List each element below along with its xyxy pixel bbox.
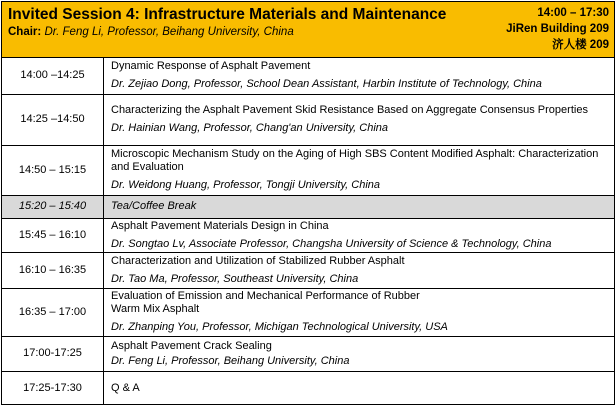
break-label: Tea/Coffee Break [104, 195, 615, 218]
talk-title: Asphalt Pavement Materials Design in China [111, 219, 329, 232]
row-content [104, 58, 615, 94]
row-content [104, 145, 615, 195]
row-content [104, 336, 615, 371]
table-row [2, 252, 614, 288]
talk-title: Characterization and Utilization of Stabilized Rubber Asphalt [111, 254, 405, 267]
row-time: 14:50 – 15:15 [2, 145, 104, 195]
talk-speaker: Dr. Songtao Lv, Associate Professor, Changsha University of Science & Technology, China [111, 237, 552, 250]
table-row [2, 371, 614, 405]
talk-speaker: Dr. Feng Li, Professor, Beihang University, China [111, 354, 350, 367]
session-time: 14:00 – 17:30 [537, 7, 609, 19]
row-content [104, 288, 615, 336]
talk-title: Dynamic Response of Asphalt Pavement [111, 60, 311, 73]
talk-title: Microscopic Mechanism Study on the Aging of High SBS Content Modified Asphalt: Characterization and Evaluation [111, 148, 599, 173]
row-content: Q & A [111, 381, 140, 394]
talk-speaker: Dr. Tao Ma, Professor, Southeast University, China [111, 272, 359, 285]
table-row [2, 58, 614, 94]
session-schedule [1, 1, 615, 405]
row-time: 15:20 – 15:40 [2, 195, 104, 218]
row-time: 14:25 –14:50 [2, 94, 104, 145]
row-time: 14:00 –14:25 [2, 58, 104, 94]
row-content [104, 252, 615, 288]
table-row [2, 336, 614, 371]
chair-label: Chair: [8, 26, 42, 38]
talk-title-line2: Warm Mix Asphalt [111, 303, 200, 315]
row-time: 16:35 – 17:00 [2, 288, 104, 336]
table-row-break [2, 195, 614, 218]
row-content [104, 94, 615, 145]
chair-name: Dr. Feng Li, Professor, Beihang University, China [44, 26, 294, 38]
session-title: Invited Session 4: Infrastructure Materials and Maintenance [8, 6, 447, 23]
session-header [2, 2, 614, 58]
row-time: 16:10 – 16:35 [2, 252, 104, 288]
session-chair [8, 26, 294, 38]
schedule-table [2, 58, 614, 405]
talk-speaker: Dr. Zhanping You, Professor, Michigan Technological University, USA [111, 321, 448, 333]
talk-speaker: Dr. Hainian Wang, Professor, Chang'an University, China [111, 122, 389, 134]
talk-speaker: Dr. Zejiao Dong, Professor, School Dean Assistant, Harbin Institute of Technology, China [111, 78, 542, 91]
talk-speaker: Dr. Weidong Huang, Professor, Tongji University, China [111, 179, 381, 191]
table-row [2, 218, 614, 252]
session-time-location [506, 5, 609, 53]
talk-title-line1: Evaluation of Emission and Mechanical Performance of Rubber [111, 290, 420, 302]
table-row [2, 288, 614, 336]
session-location-en: JiRen Building 209 [506, 23, 609, 35]
row-content [104, 218, 615, 252]
talk-title: Asphalt Pavement Crack Sealing [111, 339, 272, 352]
table-row [2, 94, 614, 145]
session-location-cn: 济人楼 209 [552, 39, 609, 51]
talk-title: Characterizing the Asphalt Pavement Skid Resistance Based on Aggregate Consensus Properties [111, 104, 588, 116]
row-time: 17:00-17:25 [2, 336, 104, 371]
row-time: 15:45 – 16:10 [2, 218, 104, 252]
row-time: 17:25-17:30 [2, 371, 104, 405]
table-row [2, 145, 614, 195]
